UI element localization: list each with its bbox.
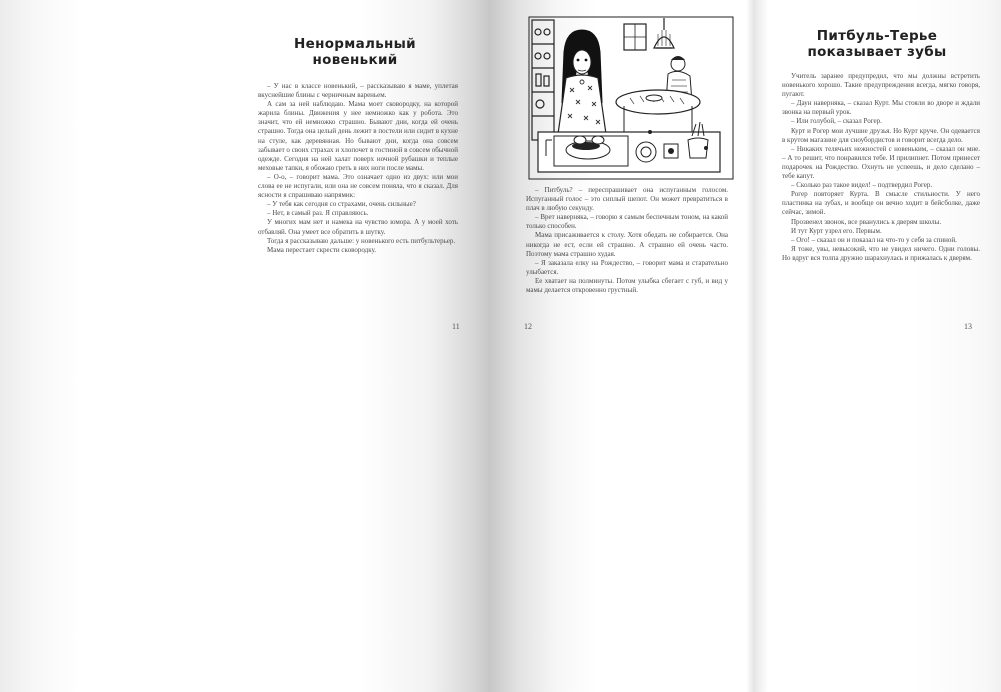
left-page-body: [258, 82, 458, 255]
paragraph: – Ого! – сказал он и показал на что-то у себя за спиной.: [791, 235, 957, 244]
chapter-title-line: Питбуль-Терье: [816, 28, 938, 44]
paragraph: Я тоже, увы, невысокий, что не увидел ничего. Одни головы. Но вдруг вся толпа дружно шарахнулась и прижалась к дверям.: [782, 244, 980, 262]
page-number-right: 13: [964, 322, 972, 331]
chapter-title-left: [238, 36, 472, 68]
paragraph: – Врет наверняка, – говорю я самым беспечным тоном, на какой только способен.: [526, 213, 728, 231]
paragraph: Учитель заранее предупредил, что мы должны встретить новенького хорошо. Такие предупреждения всегда, мягко говоря, пугают.: [782, 72, 980, 99]
paragraph: Рогер повторяет Курта. В смысле стильности. У него пластинка на зубах, и вообще он вечно ходит в бейсболке, даже сейчас, зимой.: [782, 190, 980, 217]
paragraph: – У нас в классе новенький, – рассказываю я маме, уплетая вкуснейшие блины с черничным вареньем.: [258, 82, 458, 100]
paragraph: Мама перестает скрести сковородку.: [267, 245, 377, 254]
paragraph: – Или голубой, – сказал Рогер.: [791, 117, 882, 126]
paragraph: У многих мам нет и намека на чувство юмора. А у моей хоть отбавляй. Она умеет все обратить в шутку.: [258, 218, 458, 236]
paragraph: – Питбуль? – переспрашивает она испуганным голосом. Испуганный голос – это сиплый шепот. Он может превратиться в плач в любую секунду.: [526, 186, 728, 213]
paragraph: – У тебя как сегодня со страхами, очень сильные?: [267, 200, 416, 209]
right-page: [754, 0, 1001, 692]
paragraph: – О-о, – говорит мама. Это означает одно из двух: или мои слова ее не испугали, или она не совсем поняла, что я сказал. Для ясности я спрашиваю напрямик:: [258, 172, 458, 200]
paragraph: – Нет, в самый раз. Я справляюсь.: [267, 209, 369, 218]
paragraph: – Я заказала елку на Рождество, – говорит мама и старательно улыбается.: [526, 258, 728, 276]
paragraph: Тогда я рассказываю дальше: у новенького есть питбультерьер.: [267, 236, 456, 245]
paragraph: Прозвенел звонок, все рванулись к дверям школы.: [791, 217, 942, 226]
middle-page-body: [526, 186, 728, 295]
left-page: [0, 0, 488, 692]
middle-page: [488, 0, 754, 692]
paragraph: А сам за ней наблюдаю. Мама моет сковородку, на которой жарила блины. Движения у нее немножко как у робота. Это значит, что ей немножко страшно. Бывают дни, когда ей очень страшно. Тогда она целый день лежит в постели или сидит в кухне на стуле, как деревянная. Но бывают дни, когда она совсем забывает о своих страхах и хлопочет в гостиной в совсем обычной одежде. Сегодня на ней халат поверх ночной рубашки и теплые меховые тапки, я обожаю греть в них ноги после мамы.: [258, 100, 458, 172]
mother-in-kitchen-illustration: [528, 16, 734, 180]
paragraph: – Даун наверняка, – сказал Курт. Мы стояли во дворе и ждали звонка на первый урок.: [782, 99, 980, 117]
paragraph: – Никаких телячьих нежностей с новеньким, – сказал он мне. – А то решит, что понравился тебе. И прилипнет. Потом принесет подарочек на Рождество. Охнуть не успеешь, и дело сделано – тебе капут.: [782, 144, 980, 181]
page-number-left: 11: [452, 322, 460, 331]
chapter-title-right: [766, 28, 988, 60]
paragraph: Мама присаживается к столу. Хотя обедать не собирается. Она никогда не ест, если ей страшно. А страшно ей очень часто. Поэтому мама страшно худая.: [526, 231, 728, 258]
paragraph: И тут Курт узрел его. Первым.: [791, 226, 882, 235]
right-page-body: [782, 72, 980, 263]
chapter-title-line: новенький: [312, 52, 398, 68]
chapter-title-line: показывает зубы: [807, 44, 947, 60]
chapter-title-line: Ненормальный: [294, 36, 416, 52]
paragraph: – Сколько раз такое видел! – подтвердил Рогер.: [791, 181, 933, 190]
paragraph: Курт и Рогер мои лучшие друзья. Но Курт круче. Он одевается в крутом магазине для сноубордистов и говорит всегда дело.: [782, 126, 980, 144]
page-number-middle: 12: [524, 322, 532, 331]
paragraph: Ее хватает на полминуты. Потом улыбка сбегает с губ, и вид у мамы делается откровенно грустный.: [526, 276, 728, 295]
